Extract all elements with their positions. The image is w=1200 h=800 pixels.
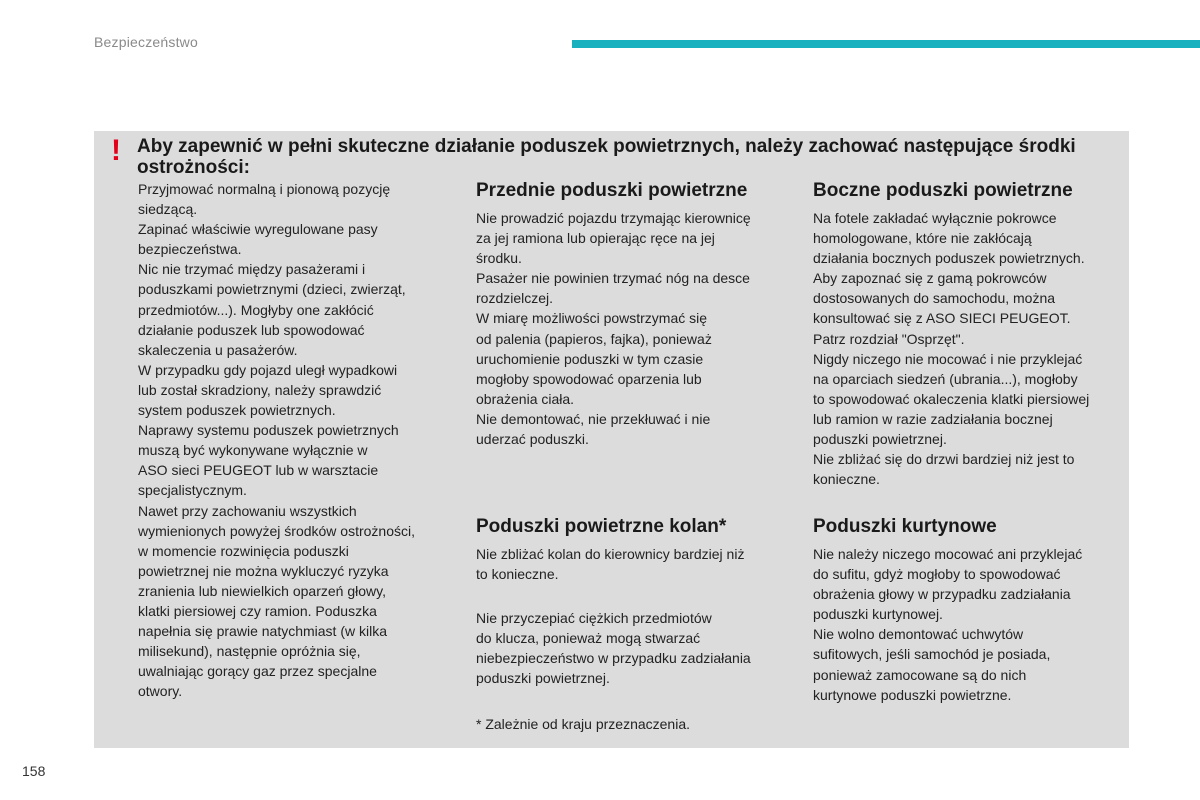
text-line: od palenia (papieros, fajka), ponieważ xyxy=(476,330,712,347)
text-line: Zapinać właściwie wyregulowane pasy xyxy=(138,221,378,238)
text-line: Pasażer nie powinien trzymać nóg na desce xyxy=(476,270,750,287)
text-line: milisekund), następnie opróżnia się, xyxy=(138,643,361,660)
text-line: kurtynowe poduszki powietrzne. xyxy=(813,686,1012,703)
header-accent-bar xyxy=(572,40,1200,48)
text-line: Nigdy niczego nie mocować i nie przyklejać xyxy=(813,350,1083,367)
text-line: sufitowych, jeśli samochód je posiada, xyxy=(813,646,1051,663)
curtain-airbags-text xyxy=(813,544,1125,705)
text-line: poduszki powietrznej. xyxy=(476,670,610,687)
text-line: Naprawy systemu poduszek powietrznych xyxy=(138,422,399,439)
text-line: do klucza, ponieważ mogą stwarzać xyxy=(476,630,701,647)
text-line: poduszki kurtynowej. xyxy=(813,606,943,623)
knee-airbags-text-b xyxy=(476,608,796,688)
general-precautions-text xyxy=(138,179,458,701)
text-line: obrażenia ciała. xyxy=(476,390,575,407)
text-line: Przyjmować normalną i pionową pozycję xyxy=(138,181,391,197)
text-line: powietrznej nie można wykluczyć ryzyka xyxy=(138,562,389,579)
text-line: Nic nie trzymać między pasażerami i xyxy=(138,261,366,278)
text-line: Nawet przy zachowaniu wszystkich xyxy=(138,502,357,519)
text-line: konieczne. xyxy=(813,471,880,488)
text-line: za jej ramiona lub opierając ręce na jej xyxy=(476,230,715,247)
text-line: Nie zbliżać kolan do kierownicy bardziej niż xyxy=(476,546,745,562)
text-line: przedmiotów...). Mogłyby one zakłócić xyxy=(138,301,374,318)
text-line: skaleczenia u pasażerów. xyxy=(138,341,298,358)
text-line: środku. xyxy=(476,250,522,267)
text-line: W miarę możliwości powstrzymać się xyxy=(476,310,708,327)
text-line: Nie zbliżać się do drzwi bardziej niż jest to xyxy=(813,451,1075,468)
text-line: działania bocznych poduszek powietrznych. xyxy=(813,250,1085,267)
text-line: konsultować się z ASO SIECI PEUGEOT. xyxy=(813,310,1071,327)
text-line: uruchomienie poduszki w tym czasie xyxy=(476,350,704,367)
text-line: ASO sieci PEUGEOT lub w warsztacie xyxy=(138,462,379,479)
text-line: homologowane, które nie zakłócają xyxy=(813,230,1032,247)
text-line: uderzać poduszki. xyxy=(476,431,589,448)
text-line: napełnia się prawie natychmiast (w kilka xyxy=(138,623,387,640)
text-line: dostosowanych do samochodu, można xyxy=(813,290,1056,307)
front-airbags-text xyxy=(476,208,796,449)
knee-airbags-title: Poduszki powietrzne kolan* xyxy=(476,516,727,537)
text-line: Na fotele zakładać wyłącznie pokrowce xyxy=(813,210,1057,226)
text-line: muszą być wykonywane wyłącznie w xyxy=(138,442,368,459)
section-label: Bezpieczeństwo xyxy=(94,34,198,50)
text-line: do sufitu, gdyż mogłoby to spowodować xyxy=(813,566,1061,583)
text-line: W przypadku gdy pojazd uległ wypadkowi xyxy=(138,361,398,378)
text-line: w momencie rozwinięcia poduszki xyxy=(138,542,349,559)
warning-heading: Aby zapewnić w pełni skuteczne działanie poduszek powietrznych, należy zachować następujące środki ostrożności: xyxy=(137,136,1076,178)
text-line: system poduszek powietrznych. xyxy=(138,402,336,419)
text-line: otwory. xyxy=(138,683,183,700)
text-line: rozdzielczej. xyxy=(476,290,554,307)
text-line: poduszkami powietrznymi (dzieci, zwierząt, xyxy=(138,281,406,298)
text-line: Aby zapoznać się z gamą pokrowców xyxy=(813,270,1047,287)
text-line: obrażenia głowy w przypadku zadziałania xyxy=(813,586,1071,603)
text-line: działanie poduszek lub spowodować xyxy=(138,321,365,338)
text-line: lub ramion w razie zadziałania bocznej xyxy=(813,410,1053,427)
text-line: Nie prowadzić pojazdu trzymając kierownicę xyxy=(476,210,751,226)
text-line: Patrz rozdział "Osprzęt". xyxy=(813,330,965,347)
curtain-airbags-title: Poduszki kurtynowe xyxy=(813,516,997,537)
text-line: Nie wolno demontować uchwytów xyxy=(813,626,1024,643)
text-line: klatki piersiowej czy ramion. Poduszka xyxy=(138,602,377,619)
text-line: to spowodować okaleczenia klatki piersiowej xyxy=(813,390,1090,407)
exclamation-icon: ! xyxy=(111,134,121,167)
text-line: poduszki powietrznej. xyxy=(813,431,947,448)
text-line: mogłoby spowodować oparzenia lub xyxy=(476,370,702,387)
text-line: lub został skradziony, należy sprawdzić xyxy=(138,381,382,398)
page-number: 158 xyxy=(22,763,46,779)
text-line: uwalniając gorący gaz przez specjalne xyxy=(138,663,377,680)
text-line: na oparciach siedzeń (ubrania...), mogłoby xyxy=(813,370,1078,387)
text-line: niebezpieczeństwo w przypadku zadziałania xyxy=(476,650,751,667)
front-airbags-title: Przednie poduszki powietrzne xyxy=(476,180,748,201)
text-line: Nie demontować, nie przekłuwać i nie xyxy=(476,410,711,427)
knee-airbags-text-a xyxy=(476,544,796,584)
text-line: Nie przyczepiać ciężkich przedmiotów xyxy=(476,610,712,626)
text-line: Nie należy niczego mocować ani przyklejać xyxy=(813,546,1083,562)
text-line: wymienionych powyżej środków ostrożności, xyxy=(138,522,415,539)
side-airbags-text xyxy=(813,208,1125,489)
text-line: to konieczne. xyxy=(476,566,559,583)
text-line: ponieważ zamocowane są do nich xyxy=(813,666,1027,683)
footnote: * Zależnie od kraju przeznaczenia. xyxy=(476,716,691,732)
side-airbags-title: Boczne poduszki powietrzne xyxy=(813,180,1073,201)
text-line: zranienia lub niewielkich oparzeń głowy, xyxy=(138,582,386,599)
text-line: siedzącą. xyxy=(138,201,198,218)
text-line: specjalistycznym. xyxy=(138,482,247,499)
text-line: bezpieczeństwa. xyxy=(138,241,242,258)
